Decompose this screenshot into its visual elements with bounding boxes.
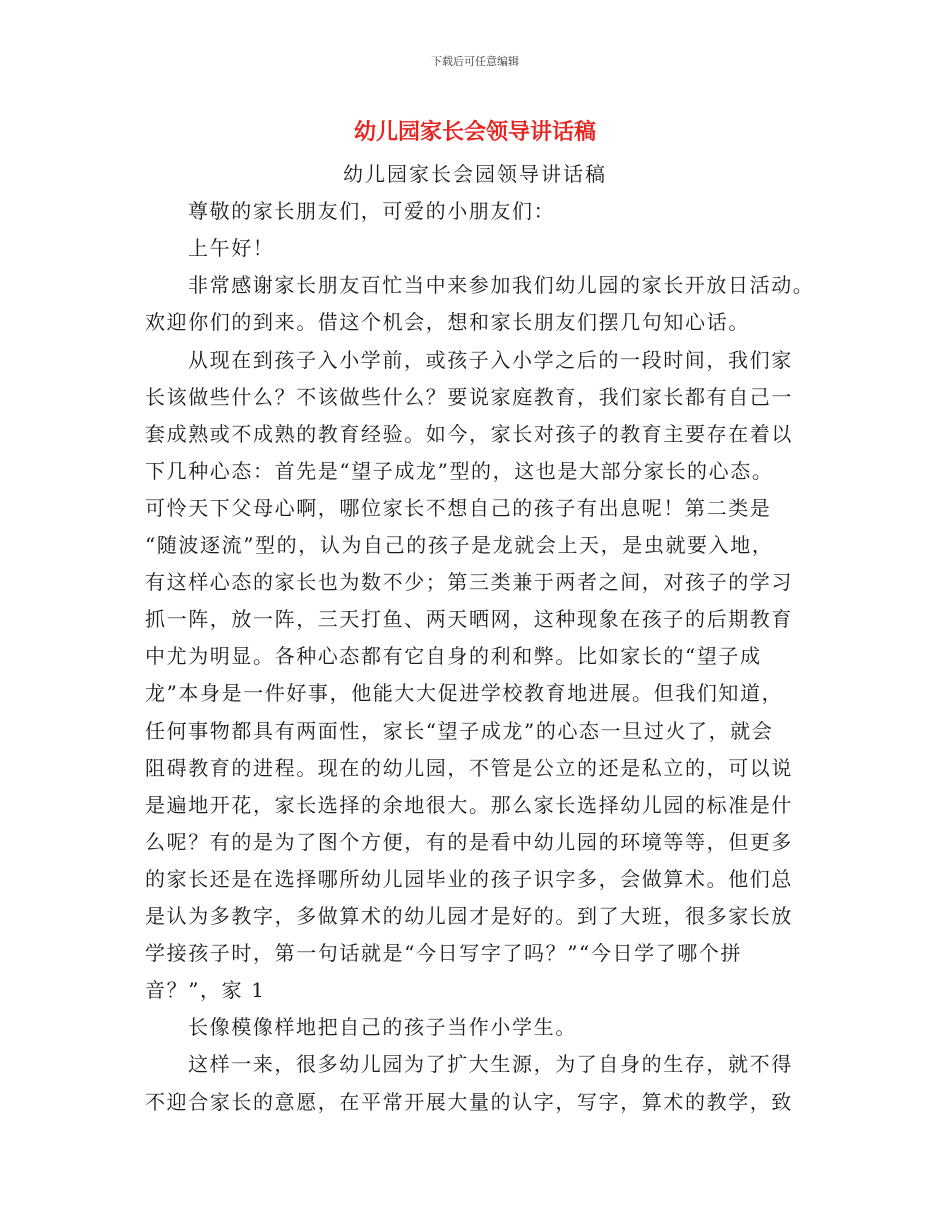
- body-line: 套成熟或不成熟的教育经验。如今，家长对孩子的教育主要存在着以: [145, 421, 793, 446]
- document-subtitle: 幼儿园家长会园领导讲话稿: [343, 162, 607, 186]
- body-line: 阻碍教育的进程。现在的幼儿园，不管是公立的还是私立的，可以说: [145, 755, 793, 780]
- body-line: 尊敬的家长朋友们，可爱的小朋友们：: [188, 199, 556, 224]
- body-line: 抓一阵，放一阵，三天打鱼、两天晒网，这种现象在孩子的后期教育: [145, 607, 793, 632]
- body-line: 是遍地开花，家长选择的余地很大。那么家长选择幼儿园的标准是什: [145, 792, 793, 817]
- body-line: 不迎合家长的意愿，在平常开展大量的认字，写字，算术的教学，致: [145, 1089, 793, 1114]
- body-line: 的家长还是在选择哪所幼儿园毕业的孩子识字多，会做算术。他们总: [145, 866, 793, 891]
- body-line: 是认为多教字，多做算术的幼儿园才是好的。到了大班，很多家长放: [145, 904, 793, 928]
- body-line: 中尤为明显。各种心态都有它自身的利和弊。比如家长的“望子成: [145, 644, 762, 669]
- document-title: 幼儿园家长会领导讲话稿: [353, 120, 596, 145]
- body-line: 学接孩子时，第一句话就是“今日写字了吗？”“今日学了哪个拼: [145, 941, 743, 966]
- body-line: 任何事物都具有两面性，家长“望子成龙”的心态一旦过火了，就会: [145, 718, 774, 743]
- body-line: 长该做些什么？不该做些什么？要说家庭教育，我们家长都有自己一: [145, 384, 793, 409]
- body-line: 音？”，家 1: [145, 978, 266, 1003]
- body-line: 长像模像样地把自己的孩子当作小学生。: [188, 1015, 577, 1040]
- body-line: 欢迎你们的到来。借这个机会，想和家长朋友们摆几句知心话。: [145, 310, 750, 335]
- body-line: 从现在到孩子入小学前，或孩子入小学之后的一段时间，我们家: [188, 347, 793, 372]
- body-line: 龙”本身是一件好事，他能大大促进学校教育地进展。但我们知道，: [145, 681, 784, 706]
- body-line: 有这样心态的家长也为数不少；第三类兼于两者之间，对孩子的学习: [145, 570, 793, 595]
- body-line: 这样一来，很多幼儿园为了扩大生源，为了自身的生存，就不得: [188, 1052, 793, 1077]
- body-line: 上午好！: [188, 236, 275, 261]
- body-line: “随波逐流”型的，认为自己的孩子是龙就会上天，是虫就要入地，: [145, 533, 774, 557]
- body-line: 非常感谢家长朋友百忙当中来参加我们幼儿园的家长开放日活动。: [188, 273, 815, 298]
- body-line: 可怜天下父母心啊，哪位家长不想自己的孩子有出息呢！第二类是: [145, 495, 772, 520]
- header-note: 下载后可任意编辑: [431, 55, 519, 68]
- body-line: 么呢？有的是为了图个方便，有的是看中幼儿园的环境等等，但更多: [145, 829, 793, 854]
- body-line: 下几种心态：首先是“望子成龙”型的，这也是大部分家长的心态。: [145, 458, 774, 483]
